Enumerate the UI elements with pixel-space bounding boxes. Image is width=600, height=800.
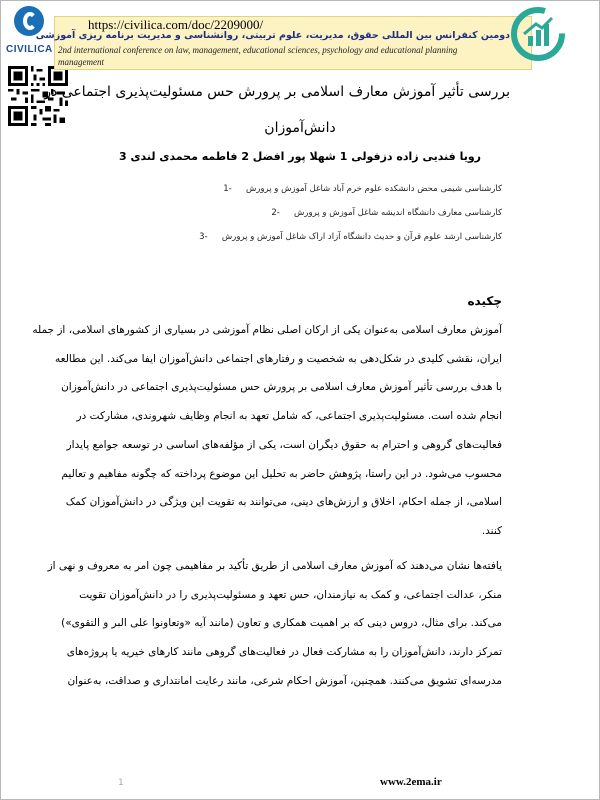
affiliation-item <box>199 232 502 242</box>
text-line: مدرسه‌ای تشویق می‌کنند. همچنین، آموزش احکام شرعی، مانند رعایت امانتداری و صداقت، به‌عنوان <box>67 674 502 687</box>
text-line: یافته‌ها نشان می‌دهند که آموزش معارف اسلامی از طریق تأکید بر مفاهیمی چون امر به معروف و نهی از <box>47 560 502 572</box>
conference-logo-icon <box>508 4 568 64</box>
affiliation-number: -3 <box>199 232 208 242</box>
text-line: کنند. <box>481 524 502 537</box>
civilica-logo-text: CIVILICA <box>6 44 53 55</box>
affiliation-text: کارشناسی شیمی محض دانشکده علوم خرم آباد شاغل آموزش و پرورش <box>245 184 502 194</box>
page-number: 1 <box>118 778 124 788</box>
footer-url[interactable]: www.2ema.ir <box>380 776 442 788</box>
text-line: با هدف بررسی تأثیر آموزش معارف اسلامی بر پرورش حس مسئولیت‌پذیری اجتماعی در دانش‌آموزان <box>61 381 502 394</box>
paper-title-line2: دانش‌آموزان <box>264 120 336 136</box>
affiliation-item <box>271 208 502 218</box>
affiliation-text: کارشناسی ارشد علوم قرآن و حدیث دانشگاه آزاد اراک شاغل آموزش و پرورش <box>221 232 502 242</box>
abstract-paragraph-1 <box>32 316 502 546</box>
conference-title-en: 2nd international conference on law, management, educational sciences, psychology and educational planning management <box>58 45 458 67</box>
affiliation-text: کارشناسی معارف دانشگاه اندیشه شاغل آموزش و پرورش <box>294 208 502 218</box>
text-line: اسلامی، از جمله احکام، اخلاق و ارزش‌های دینی، می‌توانند به تقویت این ویژگی در دانش‌آموزان کمک <box>65 496 502 509</box>
conference-title-fa: دومین کنفرانس بین المللی حقوق، مدیریت، علوم تربیتی، روانشناسی و مدیریت برنامه ریزی آموزشی <box>35 30 510 41</box>
affiliation-number: -2 <box>271 208 280 218</box>
abstract-heading: چکیده <box>467 294 502 308</box>
text-line: محسوب می‌شود. در این راستا، پژوهش حاضر به تحلیل این موضوع پرداخته که چگونه مفاهیم و تعالیم <box>61 467 502 480</box>
text-line: فعالیت‌های گروهی و احترام به حقوق دیگران است، یکی از مؤلفه‌های اساسی در توسعه جوامع پایدار <box>66 438 502 451</box>
affiliation-item <box>223 184 502 194</box>
text-line: منکر، عدالت اجتماعی، و کمک به نیازمندان، حس تعهد و مسئولیت‌پذیری را در دانش‌آموزان تقویت <box>79 588 502 601</box>
affiliation-number: -1 <box>223 184 232 194</box>
authors: رویا فندیی زاده دزفولی 1 شهلا پور افضل 2 فاطمه محمدی لندی 3 <box>118 150 482 163</box>
source-url[interactable]: https://civilica.com/doc/2209000/ <box>88 17 264 32</box>
text-line: تمرکز دارند، دانش‌آموزان را به مشارکت فعال در فعالیت‌های گروهی مانند کارهای خیریه یا پروژه‌های <box>66 646 502 659</box>
text-line: می‌کند. برای مثال، دروس دینی که بر اهمیت همکاری و تعاون (مانند آیه «وتعاونوا علی البر و التقوی») <box>61 617 502 630</box>
abstract-paragraph-2 <box>47 552 502 696</box>
text-line: آموزش معارف اسلامی به‌عنوان یکی از ارکان اصلی نظام آموزشی در بسیاری از کشورهای اسلامی، از جمله <box>32 324 502 336</box>
text-line: ایران، نقشی کلیدی در شکل‌دهی به شخصیت و رفتارهای اجتماعی دانش‌آموزان ایفا می‌کند. این مطالعه <box>55 352 502 365</box>
paper-title-line1: بررسی تأثیر آموزش معارف اسلامی بر پرورش حس مسئولیت‌پذیری اجتماعی در <box>44 84 510 100</box>
text-line: انجام شده است. مسئولیت‌پذیری اجتماعی، که شامل تعهد به انجام وظایف شهروندی، مشارکت در <box>76 410 502 423</box>
